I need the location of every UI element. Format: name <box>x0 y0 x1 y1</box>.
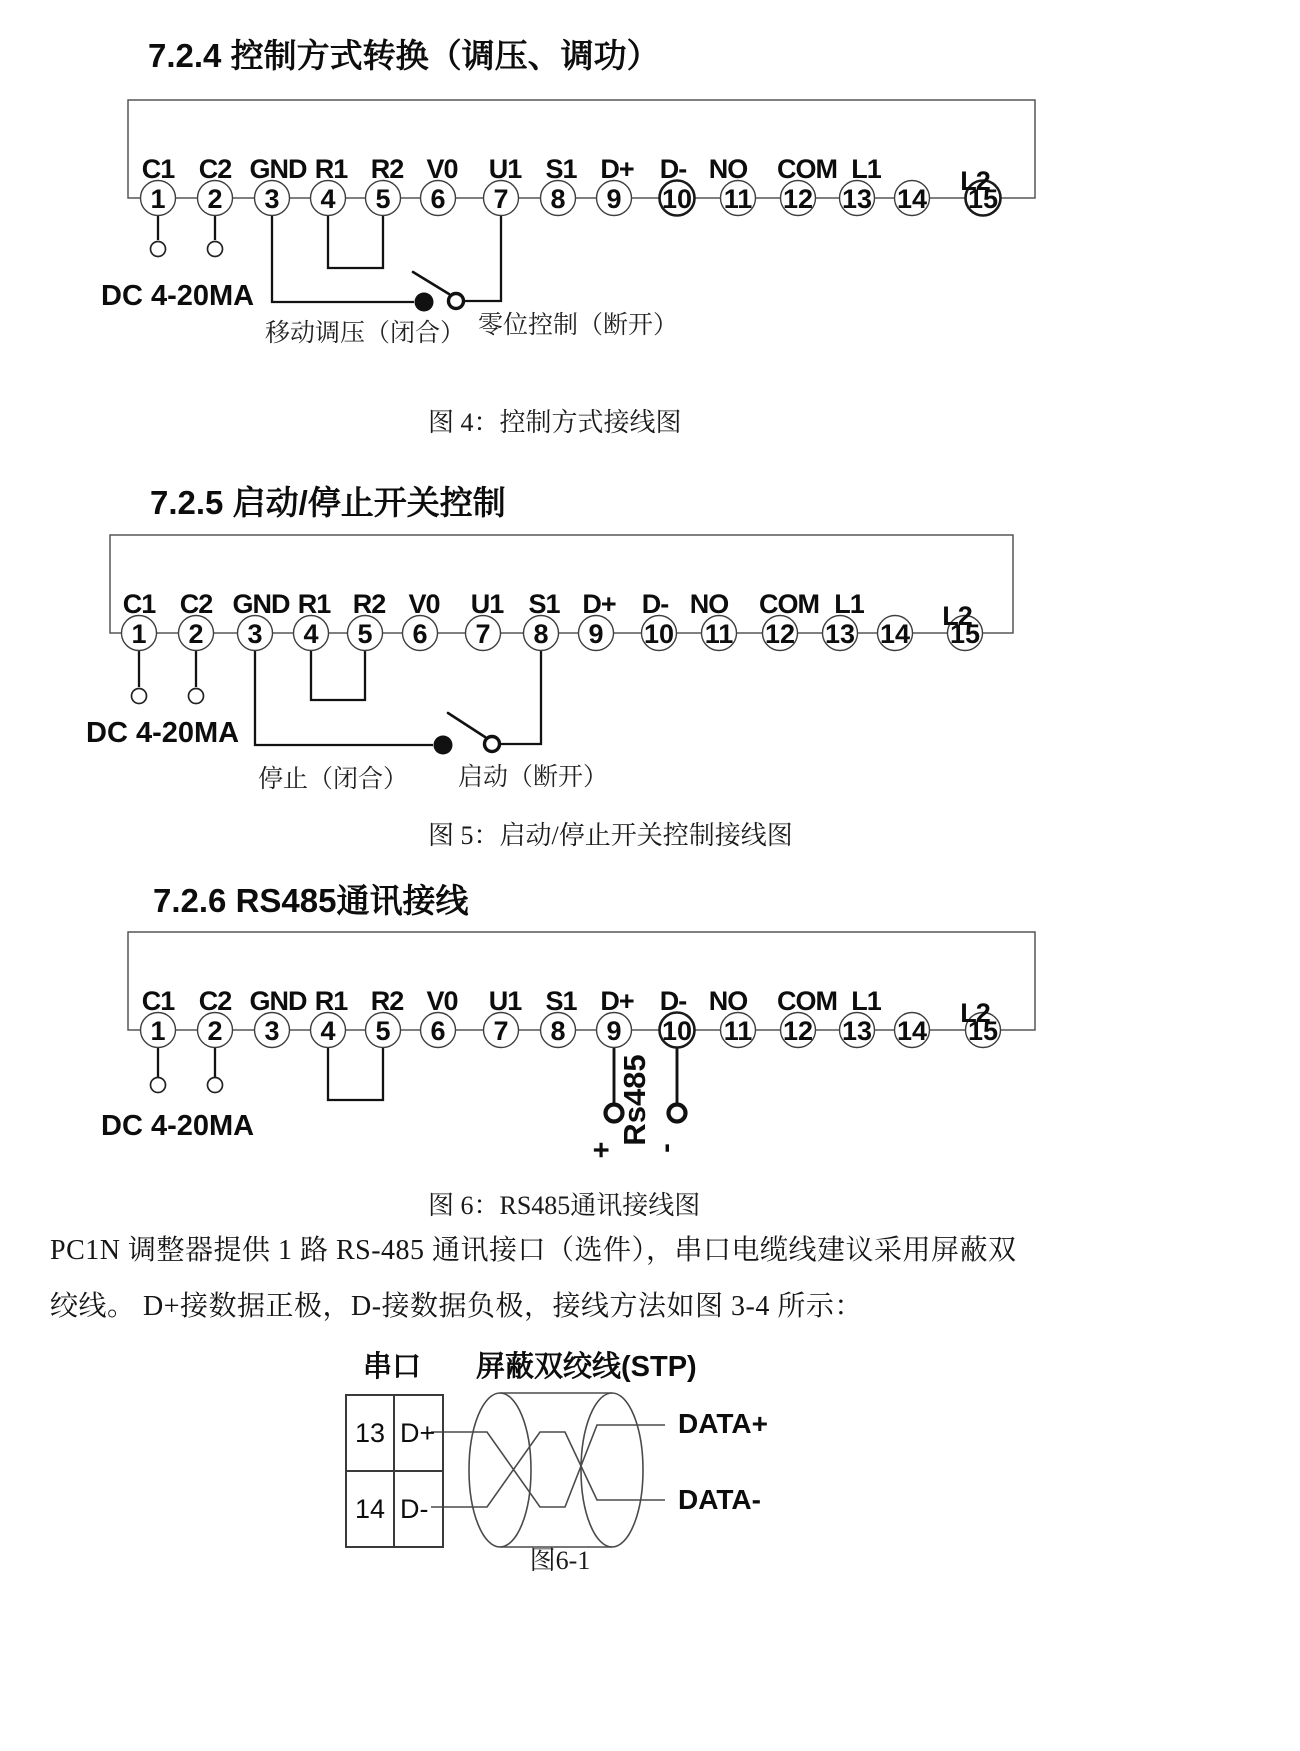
terminal-number: 8 <box>533 619 549 649</box>
rs485-minus-sign: - <box>650 1143 682 1153</box>
section-heading-726: 7.2.6 RS485通讯接线 <box>153 882 469 919</box>
figure4-caption: 图 4：控制方式接线图 <box>428 408 682 437</box>
terminal-number: 7 <box>475 619 491 649</box>
rs485-plus-sign: + <box>586 1141 618 1159</box>
probe-wires-3 <box>158 1048 215 1078</box>
rs485-bus-label: Rs485 <box>617 1054 652 1146</box>
switch-closed-contact-d2 <box>434 736 453 755</box>
terminal-number: 5 <box>375 184 391 214</box>
terminal-label-V0: V0 <box>426 154 458 184</box>
switch-open-contact-d2 <box>485 737 500 752</box>
terminal-number: 2 <box>207 1016 223 1046</box>
switch-closed-label-d1: 移动调压（闭合） <box>265 320 466 347</box>
probe-terminal <box>132 689 147 704</box>
terminal-label-L1: L1 <box>851 986 881 1016</box>
jumper-4-5-d2 <box>311 651 365 700</box>
probe-wires-2 <box>139 651 196 687</box>
pin-number-cell: 13 <box>346 1395 394 1471</box>
serial-port-label: 串口 <box>363 1351 422 1383</box>
terminal-label-R2: R2 <box>370 986 404 1016</box>
terminal-number: 11 <box>704 619 734 649</box>
figure6-caption: 图 6：RS485通讯接线图 <box>428 1191 701 1220</box>
terminal-number: 12 <box>782 1016 814 1046</box>
stp-cable-label: 屏蔽双绞线(STP) <box>476 1351 697 1383</box>
terminal-label-GND: GND <box>249 154 307 184</box>
gnd-switch-wire-d1 <box>272 216 414 302</box>
terminal-number: 13 <box>824 619 856 649</box>
terminal-label-R1: R1 <box>314 154 348 184</box>
terminal-number: 12 <box>764 619 796 649</box>
twisted-pair-wire-plus <box>431 1425 665 1507</box>
terminal-number: 3 <box>247 619 263 649</box>
terminal-number: 5 <box>375 1016 391 1046</box>
probe-terminal <box>208 1078 223 1093</box>
terminal-label-GND: GND <box>232 589 290 619</box>
terminal-label-V0: V0 <box>426 986 458 1016</box>
terminal-number: 14 <box>879 619 911 649</box>
section-heading-724: 7.2.4 控制方式转换（调压、调功） <box>148 37 660 74</box>
terminal-label-COM: COM <box>777 986 837 1016</box>
terminal-label-C1: C1 <box>141 154 175 184</box>
terminal-number: 2 <box>188 619 204 649</box>
terminal-label-R1: R1 <box>297 589 331 619</box>
terminal-label-U1: U1 <box>470 589 504 619</box>
terminal-label-COM: COM <box>777 154 837 184</box>
figure5-caption: 图 5：启动/停止开关控制接线图 <box>428 821 793 850</box>
terminal-label-R2: R2 <box>352 589 386 619</box>
terminal-number: 1 <box>150 1016 166 1046</box>
terminal-number: 10 <box>643 619 675 649</box>
pin-row-14 <box>346 1471 443 1547</box>
switch-closed-label-d2: 停止（闭合） <box>258 766 409 793</box>
terminal-number: 6 <box>430 1016 446 1046</box>
twisted-pair-wire-minus <box>431 1432 665 1507</box>
terminal-number: 10 <box>661 1016 693 1046</box>
terminal-number: 5 <box>357 619 373 649</box>
terminal-label-R2: R2 <box>370 154 404 184</box>
terminal-number: 13 <box>841 184 873 214</box>
terminal-label-L2: L2 <box>960 998 990 1028</box>
terminal-number: 8 <box>550 1016 566 1046</box>
terminal-label-L1: L1 <box>851 154 881 184</box>
terminal-label-U1: U1 <box>488 986 522 1016</box>
terminal-label-C1: C1 <box>122 589 156 619</box>
terminal-label-D+: D+ <box>600 154 634 184</box>
paragraph-line-2: 绞线。 D+接数据正极，D-接数据负极，接线方法如图 3-4 所示： <box>50 1291 863 1322</box>
terminal-label-V0: V0 <box>408 589 440 619</box>
terminal-number: 15 <box>967 184 999 214</box>
terminal-number: 4 <box>320 1016 336 1046</box>
terminal-label-R1: R1 <box>314 986 348 1016</box>
terminal-label-D-: D- <box>659 154 687 184</box>
terminal-label-NO: NO <box>689 589 729 619</box>
data-minus-label: DATA- <box>678 1484 761 1515</box>
terminal-number: 9 <box>606 1016 622 1046</box>
jumper-4-5-d1 <box>328 216 383 268</box>
terminal-label-D-: D- <box>659 986 687 1016</box>
cable-shield-end-left <box>469 1393 531 1547</box>
terminal-label-S1: S1 <box>545 154 577 184</box>
terminal-number: 14 <box>896 184 928 214</box>
dc-input-label-d3: DC 4-20MA <box>101 1110 255 1142</box>
terminal-number: 11 <box>723 184 753 214</box>
terminal-label-D-: D- <box>641 589 669 619</box>
terminal-label-L2: L2 <box>942 601 972 631</box>
terminal-label-L1: L1 <box>834 589 864 619</box>
switch-lever-d1 <box>413 272 449 294</box>
terminal-number: 9 <box>606 184 622 214</box>
terminal-label-C2: C2 <box>198 154 232 184</box>
terminal-number: 4 <box>320 184 336 214</box>
terminal-number: 13 <box>841 1016 873 1046</box>
switch-closed-contact-d1 <box>415 293 434 312</box>
terminal-label-NO: NO <box>708 986 748 1016</box>
terminal-number: 2 <box>207 184 223 214</box>
terminal-label-NO: NO <box>708 154 748 184</box>
terminal-label-COM: COM <box>759 589 819 619</box>
terminal-label-D+: D+ <box>582 589 616 619</box>
terminal-number: 3 <box>264 184 280 214</box>
data-plus-label: DATA+ <box>678 1408 768 1439</box>
terminal-number: 6 <box>430 184 446 214</box>
gnd-switch-wire-d2 <box>255 651 433 745</box>
terminal-number: 14 <box>896 1016 928 1046</box>
switch-lever-d2 <box>448 713 485 737</box>
dc-input-label-d1: DC 4-20MA <box>101 280 255 312</box>
terminal-number: 15 <box>949 619 981 649</box>
probe-terminal <box>151 242 166 257</box>
terminal-number: 7 <box>493 1016 509 1046</box>
terminal-number: 9 <box>588 619 604 649</box>
terminal-number: 1 <box>150 184 166 214</box>
terminal-label-U1: U1 <box>488 154 522 184</box>
probe-terminal <box>189 689 204 704</box>
terminal-number: 4 <box>303 619 319 649</box>
terminal-label-GND: GND <box>249 986 307 1016</box>
terminal-label-C1: C1 <box>141 986 175 1016</box>
pin-row-13 <box>346 1395 443 1471</box>
jumper-4-5-d3 <box>328 1048 383 1100</box>
terminal-strip-1 <box>141 154 1001 216</box>
terminal-number: 7 <box>493 184 509 214</box>
terminal-label-S1: S1 <box>545 986 577 1016</box>
cable-shield-body <box>500 1393 612 1547</box>
section-heading-725: 7.2.5 启动/停止开关控制 <box>150 484 506 521</box>
serial-pin-table <box>345 1394 444 1548</box>
terminal-strip-3 <box>141 986 1001 1048</box>
switch-open-label-d1: 零位控制（断开） <box>478 312 679 339</box>
terminal-number: 8 <box>550 184 566 214</box>
paragraph-line-1: PC1N 调整器提供 1 路 RS-485 通讯接口（选件），串口电缆线建议采用屏蔽双 <box>50 1235 1017 1266</box>
switch-to-s1-wire-d2 <box>501 651 541 744</box>
terminal-label-C2: C2 <box>179 589 213 619</box>
dc-input-label-d2: DC 4-20MA <box>86 717 240 749</box>
figure6-1-caption: 图6-1 <box>529 1546 591 1575</box>
switch-to-u1-wire-d1 <box>465 216 501 301</box>
terminal-number: 3 <box>264 1016 280 1046</box>
cable-shield-end-right <box>581 1393 643 1547</box>
pin-signal-cell: D- <box>394 1471 443 1547</box>
probe-terminal <box>208 242 223 257</box>
terminal-label-D+: D+ <box>600 986 634 1016</box>
pin-signal-cell: D+ <box>394 1395 443 1471</box>
terminal-number: 12 <box>782 184 814 214</box>
terminal-label-S1: S1 <box>528 589 560 619</box>
terminal-number: 11 <box>723 1016 753 1046</box>
terminal-label-C2: C2 <box>198 986 232 1016</box>
terminal-number: 10 <box>661 184 693 214</box>
terminal-number: 6 <box>412 619 428 649</box>
terminal-number: 1 <box>131 619 147 649</box>
pin-number-cell: 14 <box>346 1471 394 1547</box>
terminal-number: 15 <box>967 1016 999 1046</box>
rs485-minus-terminal <box>669 1105 686 1122</box>
terminal-label-L2: L2 <box>960 166 990 196</box>
switch-open-contact-d1 <box>449 294 464 309</box>
probe-terminal <box>151 1078 166 1093</box>
switch-open-label-d2: 启动（断开） <box>458 764 609 791</box>
probe-wires-1 <box>158 216 215 240</box>
terminal-strip-2 <box>122 589 983 651</box>
